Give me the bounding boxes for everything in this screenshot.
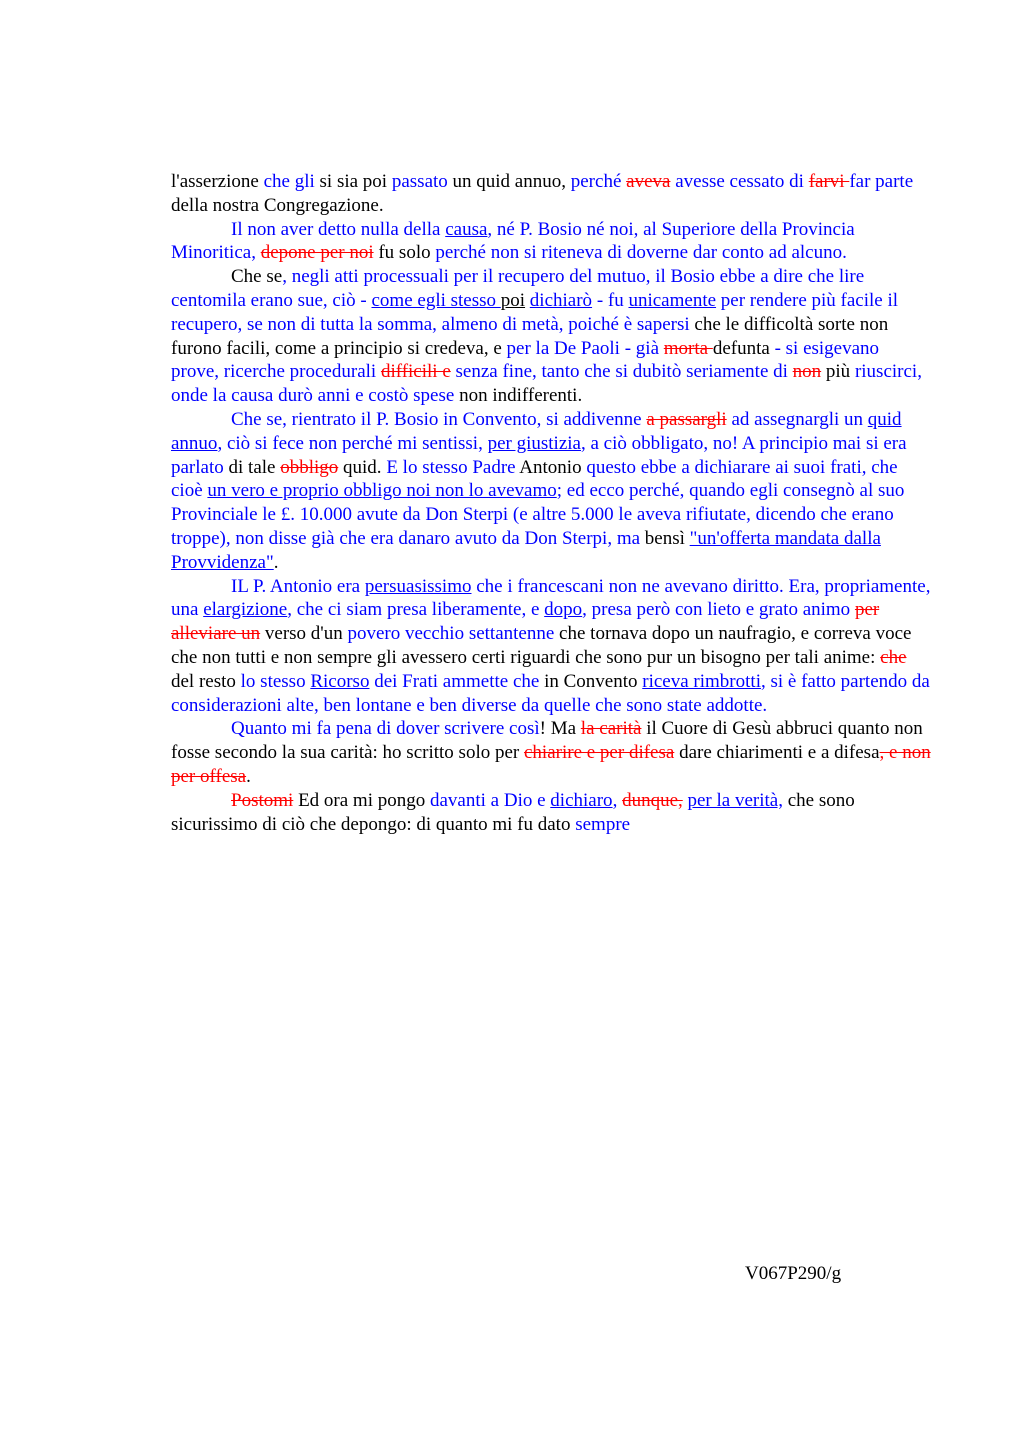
original-text: l'asserzione <box>171 171 264 192</box>
deleted-text: obbligo <box>280 456 339 478</box>
original-text: della nostra Congregazione. <box>171 194 384 216</box>
page-reference-code: V067P290/g <box>745 1263 842 1284</box>
inserted-text: perché <box>570 171 627 192</box>
inserted-text: avesse cessato di <box>670 171 809 192</box>
deleted-text: a passargli <box>646 408 727 430</box>
original-text: in Convento <box>539 670 643 692</box>
inserted-text: ad assegnargli un <box>726 408 868 430</box>
inserted-underlined-text: un vero e proprio obbligo noi non lo avevamo <box>207 480 557 502</box>
original-text: che tornava dopo un naufragio, e correva voce che non tutti e non sempre gli avessero certi riguardi che sono pur un bisogno per tali anime: <box>171 623 912 668</box>
deleted-text: depone per noi <box>260 242 374 264</box>
original-text: si sia poi <box>314 171 392 192</box>
deleted-text: non <box>792 361 822 383</box>
original-text: di tale <box>223 456 281 478</box>
deleted-text: la carità <box>580 718 642 740</box>
deleted-text: , e non per offesa <box>171 742 931 787</box>
inserted-underlined-text: elargizione <box>203 599 288 621</box>
paragraph <box>171 789 931 837</box>
inserted-text: passato <box>391 171 448 192</box>
inserted-underlined-text: come egli stesso <box>371 289 501 311</box>
inserted-text: questo ebbe a dichiarare ai suoi frati, che cioè <box>171 456 898 502</box>
inserted-text: far parte <box>849 171 914 192</box>
inserted-text: che i francescani non ne avevano diritto. Era, propriamente, una <box>171 575 931 621</box>
original-text: . <box>246 765 251 787</box>
original-text: non indifferenti. <box>454 385 583 407</box>
deleted-text: per alleviare un <box>171 599 880 645</box>
inserted-text: Che se, rientrato il P. Bosio in Convento, si addivenne <box>231 408 647 430</box>
inserted-text: , <box>612 789 623 811</box>
original-text: del resto <box>171 670 241 692</box>
paragraph <box>171 408 931 575</box>
inserted-text: , a ciò obbligato, no! A principio mai si era parlato <box>171 432 907 478</box>
original-text: verso d'un <box>260 623 348 645</box>
body-text <box>171 170 931 836</box>
paragraph <box>171 170 931 218</box>
original-text: un quid annuo, <box>447 171 571 192</box>
inserted-text: per rendere più facile il recupero, se non di tutta la somma, almeno di metà, poiché è sapersi <box>171 289 899 335</box>
paragraph <box>171 717 931 788</box>
inserted-underlined-text: quid annuo <box>171 408 902 454</box>
original-text: dare chiarimenti e a difesa <box>674 742 880 764</box>
deleted-text: aveva <box>626 171 671 192</box>
inserted-text: perché non si riteneva di doverne dar conto ad alcuno. <box>435 242 847 264</box>
inserted-underlined-text: Ricorso <box>310 670 370 692</box>
inserted-text: senza fine, tanto che si dubitò seriamente di <box>450 361 793 383</box>
inserted-underlined-text: dopo <box>544 599 583 621</box>
deleted-text: dunque, <box>622 789 683 811</box>
inserted-underlined-text: dichiarò <box>529 289 593 311</box>
deleted-text: morta <box>663 337 713 359</box>
inserted-text: , che ci siam presa liberamente, e <box>287 599 545 621</box>
original-text: defunta <box>712 337 770 359</box>
inserted-underlined-text: per la verità, <box>687 789 783 811</box>
inserted-underlined-text: causa <box>445 218 488 240</box>
inserted-text: dei Frati ammette che <box>369 670 540 692</box>
inserted-text: , si è fatto partendo da considerazioni alte, ben lontane e ben diverse da quelle che sono state addotte. <box>171 670 930 716</box>
inserted-text: ; ed ecco perché, quando egli consegnò al suo Provinciale le £. 10.000 avute da Don Sterpi (e altre 5.000 le aveva rifiutate, dicendo che erano troppe), non disse già che era danaro avuto da Don Sterpi, ma <box>171 480 905 549</box>
inserted-text: per la De Paoli - già <box>506 337 664 359</box>
inserted-text: E lo stesso Padre <box>386 456 516 478</box>
deleted-text: difficili e <box>380 361 451 383</box>
inserted-text: , né P. Bosio né noi, al Superiore della Provincia Minoritica, <box>171 218 855 264</box>
inserted-text: Il non aver detto nulla della <box>231 218 446 240</box>
deleted-text: che <box>880 646 907 668</box>
original-text: Che se <box>231 266 283 288</box>
deleted-text: Postomi <box>231 789 294 811</box>
original-text: Ed ora mi pongo <box>293 789 430 811</box>
inserted-text: che gli <box>263 171 315 192</box>
original-text: ! Ma <box>539 718 581 740</box>
inserted-text: - si <box>769 337 804 359</box>
original-text: . <box>273 551 279 573</box>
inserted-text: esigevano prove, ricerche procedurali <box>171 337 880 383</box>
paragraph <box>171 265 931 408</box>
original-text: quid. <box>338 456 387 478</box>
inserted-text: Quanto mi fa pena di dover scrivere così <box>231 718 540 740</box>
inserted-underlined-text: "un'offerta mandata dalla Provvidenza" <box>171 527 881 573</box>
deleted-text: farvi <box>808 171 850 192</box>
inserted-underlined-text: unicamente <box>628 289 717 311</box>
inserted-text: sempre <box>575 813 631 835</box>
original-text: Antonio <box>515 456 587 478</box>
original-text: il Cuore di Gesù abbruci quanto non fosse secondo la sua carità: ho scritto solo per <box>171 718 923 764</box>
underlined-text: poi <box>500 289 526 311</box>
inserted-text: - fu <box>592 289 629 311</box>
inserted-text: lo stesso <box>240 670 311 692</box>
inserted-text: riuscirci, onde la causa durò anni e costò spese <box>171 361 922 407</box>
inserted-text: IL P. Antonio era <box>231 575 365 597</box>
deleted-text: chiarire e per difesa <box>523 742 675 764</box>
inserted-text: , ciò si fece non perché mi sentissi, <box>217 432 488 454</box>
inserted-underlined-text: riceva rimbrotti <box>642 670 761 692</box>
original-text: fu solo <box>373 242 436 264</box>
paragraph <box>171 218 931 266</box>
inserted-underlined-text: per giustizia <box>487 432 581 454</box>
paragraph <box>171 575 931 718</box>
original-text: che le difficoltà sorte non furono facili, come a principio si credeva, e <box>171 313 889 359</box>
inserted-text: davanti a Dio e <box>430 789 551 811</box>
original-text: più <box>821 361 855 383</box>
inserted-text: , negli atti processuali per il recupero del mutuo, il Bosio ebbe a dire che lire centomila erano sue, ciò - <box>171 266 865 311</box>
inserted-text: povero vecchio settantenne <box>347 623 555 645</box>
inserted-text: , presa però con lieto e grato animo <box>582 599 855 621</box>
original-text: bensì <box>640 527 690 549</box>
inserted-underlined-text: persuasissimo <box>364 575 472 597</box>
inserted-underlined-text: dichiaro <box>550 789 613 811</box>
original-text: che sono sicurissimo di ciò che depongo: di quanto mi fu dato <box>171 789 855 835</box>
